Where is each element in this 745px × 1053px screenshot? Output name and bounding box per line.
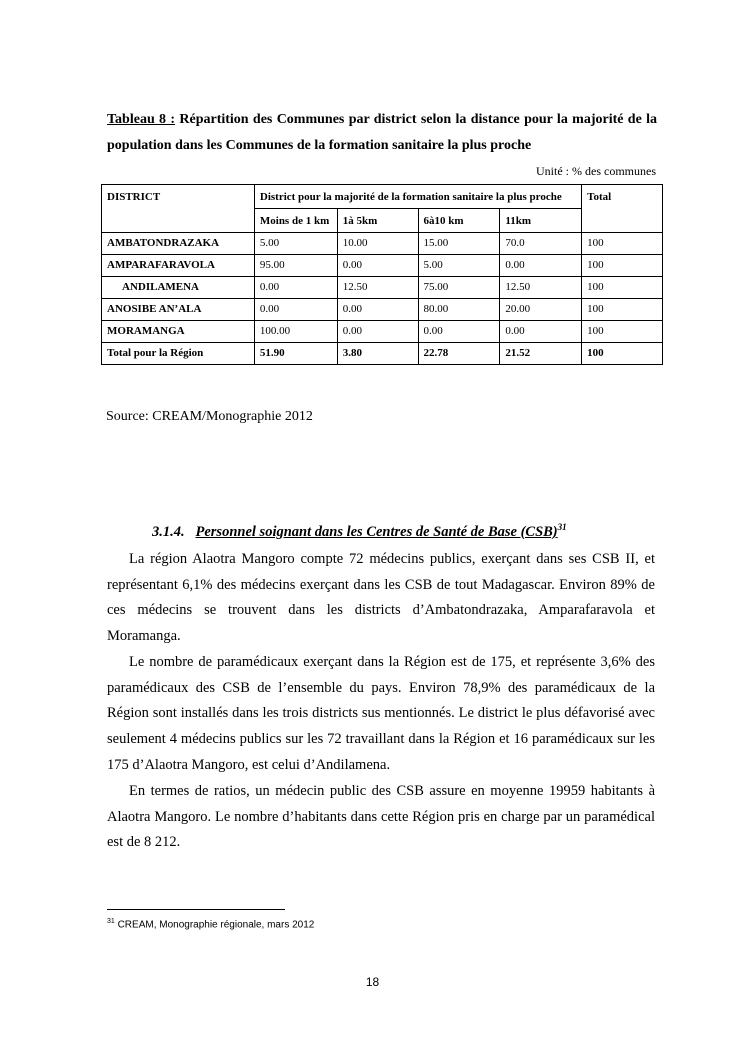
row-district: AMBATONDRAZAKA (102, 233, 255, 255)
cell-total: 100 (582, 277, 663, 299)
cell-v2: 0.00 (337, 321, 418, 343)
cell-total: 100 (582, 233, 663, 255)
cell-v3: 15.00 (418, 233, 500, 255)
subheader-1-5km: 1à 5km (337, 209, 418, 233)
footnote-separator (107, 909, 285, 910)
subheader-lt1km: Moins de 1 km (254, 209, 337, 233)
row-district: MORAMANGA (102, 321, 255, 343)
table-caption (107, 107, 657, 159)
row-district: ANOSIBE AN’ALA (102, 299, 255, 321)
cell-v4: 0.00 (500, 321, 582, 343)
section-heading (152, 522, 567, 541)
table-row (102, 277, 663, 299)
cell-v4: 12.50 (500, 277, 582, 299)
section-number: 3.1.4. (152, 523, 185, 540)
cell-v1: 0.00 (254, 277, 337, 299)
header-total: Total (582, 185, 663, 233)
table-row (102, 321, 663, 343)
page-number: 18 (365, 975, 380, 989)
cell-total: 100 (582, 299, 663, 321)
table-row (102, 233, 663, 255)
row-district: AMPARAFARAVOLA (102, 255, 255, 277)
cell-v3: 0.00 (418, 321, 500, 343)
table-caption-label: Tableau 8 : (107, 112, 176, 127)
subheader-6-10km: 6à10 km (418, 209, 500, 233)
total-v1: 51.90 (254, 343, 337, 365)
cell-v4: 20.00 (500, 299, 582, 321)
table-caption-text: Répartition des Communes par district selon la distance pour la majorité de la population dans les Communes de la formation sanitaire la plus proche (107, 112, 657, 153)
source-note: Source: CREAM/Monographie 2012 (106, 409, 313, 424)
cell-v3: 80.00 (418, 299, 500, 321)
paragraph-medecins: La région Alaotra Mangoro compte 72 médecins publics, exerçant dans ses CSB II, et représentant 6,1% des médecins exerçant dans les CSB de tout Madagascar. Environ 89% de ces médecins se trouvent dans les districts d’Ambatondrazaka, Amparafaravola et Moramanga. (107, 551, 655, 645)
cell-v3: 75.00 (418, 277, 500, 299)
paragraph-paramedicaux: Le nombre de paramédicaux exerçant dans la Région est de 175, et représente 3,6% des paramédicaux des CSB de l’ensemble du pays. Environ 78,9% des paramédicaux de la Région sont installés dans les trois districts sus mentionnés. Le district le plus défavorisé avec seulement 4 médecins publics sur les 72 travaillant dans la Région et 16 paramédicaux sur les 175 d’Alaotra Mangoro, est celui d’Andilamena. (107, 654, 655, 773)
subheader-11km: 11km (500, 209, 582, 233)
header-district: DISTRICT (102, 185, 255, 233)
paragraph-ratios: En termes de ratios, un médecin public des CSB assure en moyenne 19959 habitants à Alaotra Mangoro. Le nombre d’habitants dans cette Région pris en charge par un paramédical est de 8 212. (107, 783, 655, 851)
footnote-number: 31 (107, 918, 115, 925)
unit-note: Unité : % des communes (536, 164, 656, 178)
cell-total: 100 (582, 255, 663, 277)
total-v2: 3.80 (337, 343, 418, 365)
total-v4: 21.52 (500, 343, 582, 365)
cell-v1: 0.00 (254, 299, 337, 321)
cell-v2: 0.00 (337, 299, 418, 321)
header-group: District pour la majorité de la formation sanitaire la plus proche (254, 185, 581, 209)
cell-v1: 5.00 (254, 233, 337, 255)
distance-table (101, 184, 663, 365)
total-row (102, 343, 663, 365)
footnote (107, 918, 314, 930)
table-row (102, 255, 663, 277)
cell-v4: 70.0 (500, 233, 582, 255)
cell-v4: 0.00 (500, 255, 582, 277)
cell-v1: 100.00 (254, 321, 337, 343)
cell-v3: 5.00 (418, 255, 500, 277)
table-row (102, 299, 663, 321)
cell-total: 100 (582, 321, 663, 343)
total-row-label: Total pour la Région (102, 343, 255, 365)
footnote-text: CREAM, Monographie régionale, mars 2012 (114, 919, 315, 931)
section-title: Personnel soignant dans les Centres de Santé de Base (CSB) (195, 523, 558, 540)
total-total: 100 (582, 343, 663, 365)
total-v3: 22.78 (418, 343, 500, 365)
cell-v2: 10.00 (337, 233, 418, 255)
row-district: ANDILAMENA (102, 277, 255, 299)
cell-v1: 95.00 (254, 255, 337, 277)
cell-v2: 12.50 (337, 277, 418, 299)
footnote-ref: 31 (557, 522, 567, 532)
cell-v2: 0.00 (337, 255, 418, 277)
